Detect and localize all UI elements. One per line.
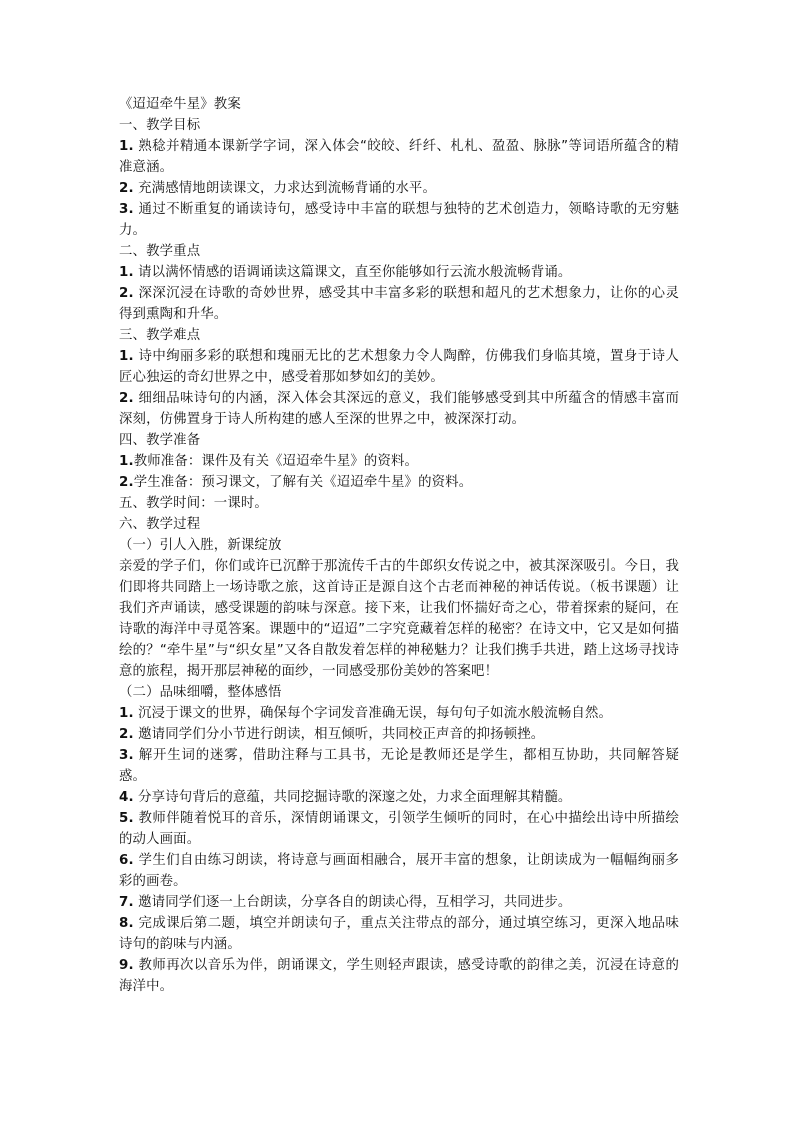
item-text: 充满感情地朗读课文，力求达到流畅背诵的水平。	[133, 181, 437, 196]
item-text: 请以满怀情感的语调诵读这篇课文，直至你能够如行云流水般流畅背诵。	[133, 265, 572, 280]
key-point-item-1	[119, 262, 679, 283]
item-text: 教师伴随着悦耳的音乐，深情朗诵课文，引领学生倾听的同时，在心中描绘出诗中所描绘的动人画面。	[119, 811, 679, 847]
section-heading-difficulties: 三、教学难点	[119, 328, 201, 343]
item-number: 2.	[119, 181, 134, 196]
process-step-9	[119, 955, 679, 997]
goal-item-2	[119, 178, 679, 199]
item-text: 分享诗句背后的意蕴，共同挖掘诗歌的深邃之处，力求全面理解其精髓。	[133, 790, 572, 805]
section-heading-key-points: 二、教学重点	[119, 244, 201, 259]
item-text: 邀请同学们分小节进行朗读，相互倾听，共同校正声音的抑扬顿挫。	[133, 727, 545, 742]
goal-item-1	[119, 136, 679, 178]
item-text: 解开生词的迷雾，借助注释与工具书，无论是教师还是学生，都相互协助，共同解答疑惑。	[119, 748, 679, 784]
process-step-8	[119, 913, 679, 955]
item-number: 1.	[119, 454, 134, 469]
item-number: 6.	[119, 853, 134, 868]
item-number: 1.	[119, 706, 134, 721]
process-step-6	[119, 850, 679, 892]
item-text: 通过不断重复的诵读诗句，感受诗中丰富的联想与独特的艺术创造力，领略诗歌的无穷魅力。	[119, 202, 679, 238]
difficulty-item-2	[119, 388, 679, 430]
item-text: 教师准备：课件及有关《迢迢牵牛星》的资料。	[133, 454, 419, 469]
subsection-heading-reading: （二）品味细嚼，整体感悟	[119, 685, 282, 700]
goal-item-3	[119, 199, 679, 241]
item-number: 5.	[119, 811, 134, 826]
process-step-7	[119, 892, 679, 913]
item-text: 深深沉浸在诗歌的奇妙世界，感受其中丰富多彩的联想和超凡的艺术想象力，让你的心灵得到熏陶和升华。	[119, 286, 679, 322]
item-text: 学生准备：预习课文，了解有关《迢迢牵牛星》的资料。	[133, 475, 473, 490]
section-heading-process: 六、教学过程	[119, 517, 201, 532]
difficulty-item-1	[119, 346, 679, 388]
process-step-5	[119, 808, 679, 850]
item-number: 4.	[119, 790, 134, 805]
intro-paragraph: 亲爱的学子们，你们或许已沉醉于那流传千古的牛郎织女传说之中，被其深深吸引。今日，我们即将共同踏上一场诗歌之旅，这首诗正是源自这个古老而神秘的神话传说。（板书课题）让我们齐声诵读，感受课题的韵味与深意。接下来，让我们怀揣好奇之心，带着探索的疑问，在诗歌的海洋中寻觅答案。课题中的“迢迢”二字究竟藏着怎样的秘密？在诗文中，它又是如何描绘的？“牵牛星”与“织女星”又各自散发着怎样的神秘魅力？让我们携手共进，踏上这场寻找诗意的旅程，揭开那层神秘的面纱，一同感受那份美妙的答案吧！	[119, 559, 679, 679]
item-text: 诗中绚丽多彩的联想和瑰丽无比的艺术想象力令人陶醉，仿佛我们身临其境，置身于诗人匠心独运的奇幻世界之中，感受着那如梦如幻的美妙。	[119, 349, 679, 385]
item-number: 2.	[119, 286, 134, 301]
item-text: 邀请同学们逐一上台朗读，分享各自的朗读心得，互相学习，共同进步。	[133, 895, 572, 910]
item-number: 3.	[119, 202, 134, 217]
process-step-3	[119, 745, 679, 787]
item-text: 熟稔并精通本课新学字词，深入体会“皎皎、纤纤、札札、盈盈、脉脉”等词语所蕴含的精准意涵。	[119, 139, 679, 175]
preparation-item-1	[119, 451, 679, 472]
item-number: 1.	[119, 139, 134, 154]
item-number: 2.	[119, 727, 134, 742]
preparation-item-2	[119, 472, 679, 493]
item-number: 2.	[119, 391, 134, 406]
section-heading-time: 五、教学时间：一课时。	[119, 496, 268, 511]
key-point-item-2	[119, 283, 679, 325]
item-number: 9.	[119, 958, 134, 973]
lesson-plan-document	[119, 94, 679, 997]
process-step-4	[119, 787, 679, 808]
item-number: 1.	[119, 265, 134, 280]
item-text: 教师再次以音乐为伴，朗诵课文，学生则轻声跟读，感受诗歌的韵律之美，沉浸在诗意的海洋中。	[119, 958, 679, 994]
item-number: 2.	[119, 475, 134, 490]
item-number: 3.	[119, 748, 134, 763]
process-step-1	[119, 703, 679, 724]
section-heading-preparation: 四、教学准备	[119, 433, 201, 448]
item-number: 8.	[119, 916, 134, 931]
section-heading-goals: 一、教学目标	[119, 118, 201, 133]
item-text: 细细品味诗句的内涵，深入体会其深远的意义，我们能够感受到其中所蕴含的情感丰富而深刻，仿佛置身于诗人所构建的感人至深的世界之中，被深深打动。	[119, 391, 679, 427]
document-title: 《迢迢牵牛星》教案	[119, 97, 241, 112]
item-number: 1.	[119, 349, 134, 364]
subsection-heading-intro: （一）引人入胜，新课绽放	[119, 538, 282, 553]
item-text: 学生们自由练习朗读，将诗意与画面相融合，展开丰富的想象，让朗读成为一幅幅绚丽多彩的画卷。	[119, 853, 679, 889]
process-step-2	[119, 724, 679, 745]
item-text: 完成课后第二题，填空并朗读句子，重点关注带点的部分，通过填空练习，更深入地品味诗句的韵味与内涵。	[119, 916, 679, 952]
item-text: 沉浸于课文的世界，确保每个字词发音准确无误，每句句子如流水般流畅自然。	[133, 706, 613, 721]
item-number: 7.	[119, 895, 134, 910]
